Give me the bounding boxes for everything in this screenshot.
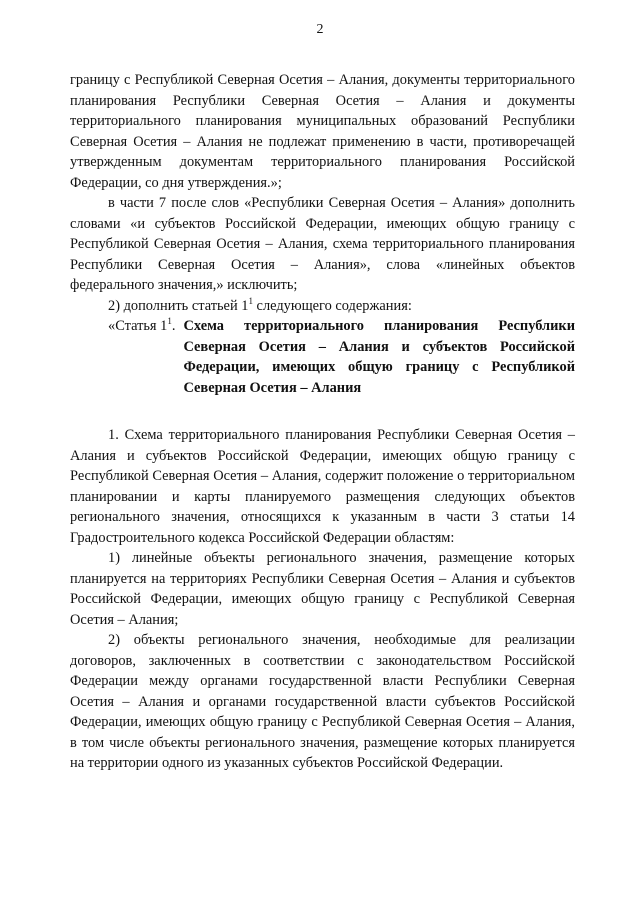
article-title: Схема территориального планирования Республики Северная Осетия – Алания и субъектов Российской Федерации, имеющих общую границу с Республикой Северная Осетия – Алания — [183, 318, 575, 396]
paragraph-part-7-amendment: в части 7 после слов «Республики Северная Осетия – Алания» дополнить словами «и субъектов Российской Федерации, имеющих общую границу с Республикой Северная Осетия – Алания, схема территориального планирования Республики Северная Осетия – Алания», слова «линейных объектов федерального значения,» исключить; — [70, 195, 575, 293]
document-body — [70, 70, 575, 774]
add-article-text-start: 2) дополнить статьей 1 — [108, 297, 249, 314]
add-article-superscript: 1 — [248, 295, 253, 306]
article-number-dot: . — [171, 318, 176, 334]
paragraph-subitem-1: 1) линейные объекты регионального значения, размещение которых планируется на территориях Республики Северная Осетия – Алания и субъектов Российской Федерации, имеющих общую границу с Республикой Северная Осетия – Алания; — [70, 550, 575, 628]
paragraph-continuation: границу с Республикой Северная Осетия – Алания, документы территориального планирования Республики Северная Осетия – Алания и документы территориального планирования муниципальных образований Республики Северная Осетия – Алания не подлежат применению в части, противоречащей утвержденным документам территориального планирования Российской Федерации, со дня утверждения.»; — [70, 72, 575, 191]
page-number: 2 — [316, 22, 324, 37]
paragraph-item-1: 1. Схема территориального планирования Республики Северная Осетия – Алания и субъектов Российской Федерации, имеющих общую границу с Республикой Северная Осетия – Алания, содержит положение о территориальном планировании и карты планируемого размещения следующих объектов регионального значения, относящихся к указанным в части 3 статьи 14 Градостроительного кодекса Российской Федерации областям: — [70, 427, 575, 546]
article-heading — [70, 316, 575, 398]
article-number-superscript: 1 — [167, 316, 172, 327]
article-number — [108, 316, 183, 398]
article-number-text: «Статья 1 — [108, 318, 168, 334]
add-article-text-end: следующего содержания: — [252, 297, 412, 314]
paragraph-add-article — [70, 296, 575, 317]
paragraph-subitem-2: 2) объекты регионального значения, необходимые для реализации договоров, заключенных в соответствии с законодательством Российской Федерации между органами государственной власти Республики Северная Осетия – Алания и органами государственной власти субъектов Российской Федерации, имеющих общую границу с Республикой Северная Осетия – Алания, в том числе объекты регионального значения, размещение которых планируется на территории одного из указанных субъектов Российской Федерации. — [70, 632, 575, 771]
